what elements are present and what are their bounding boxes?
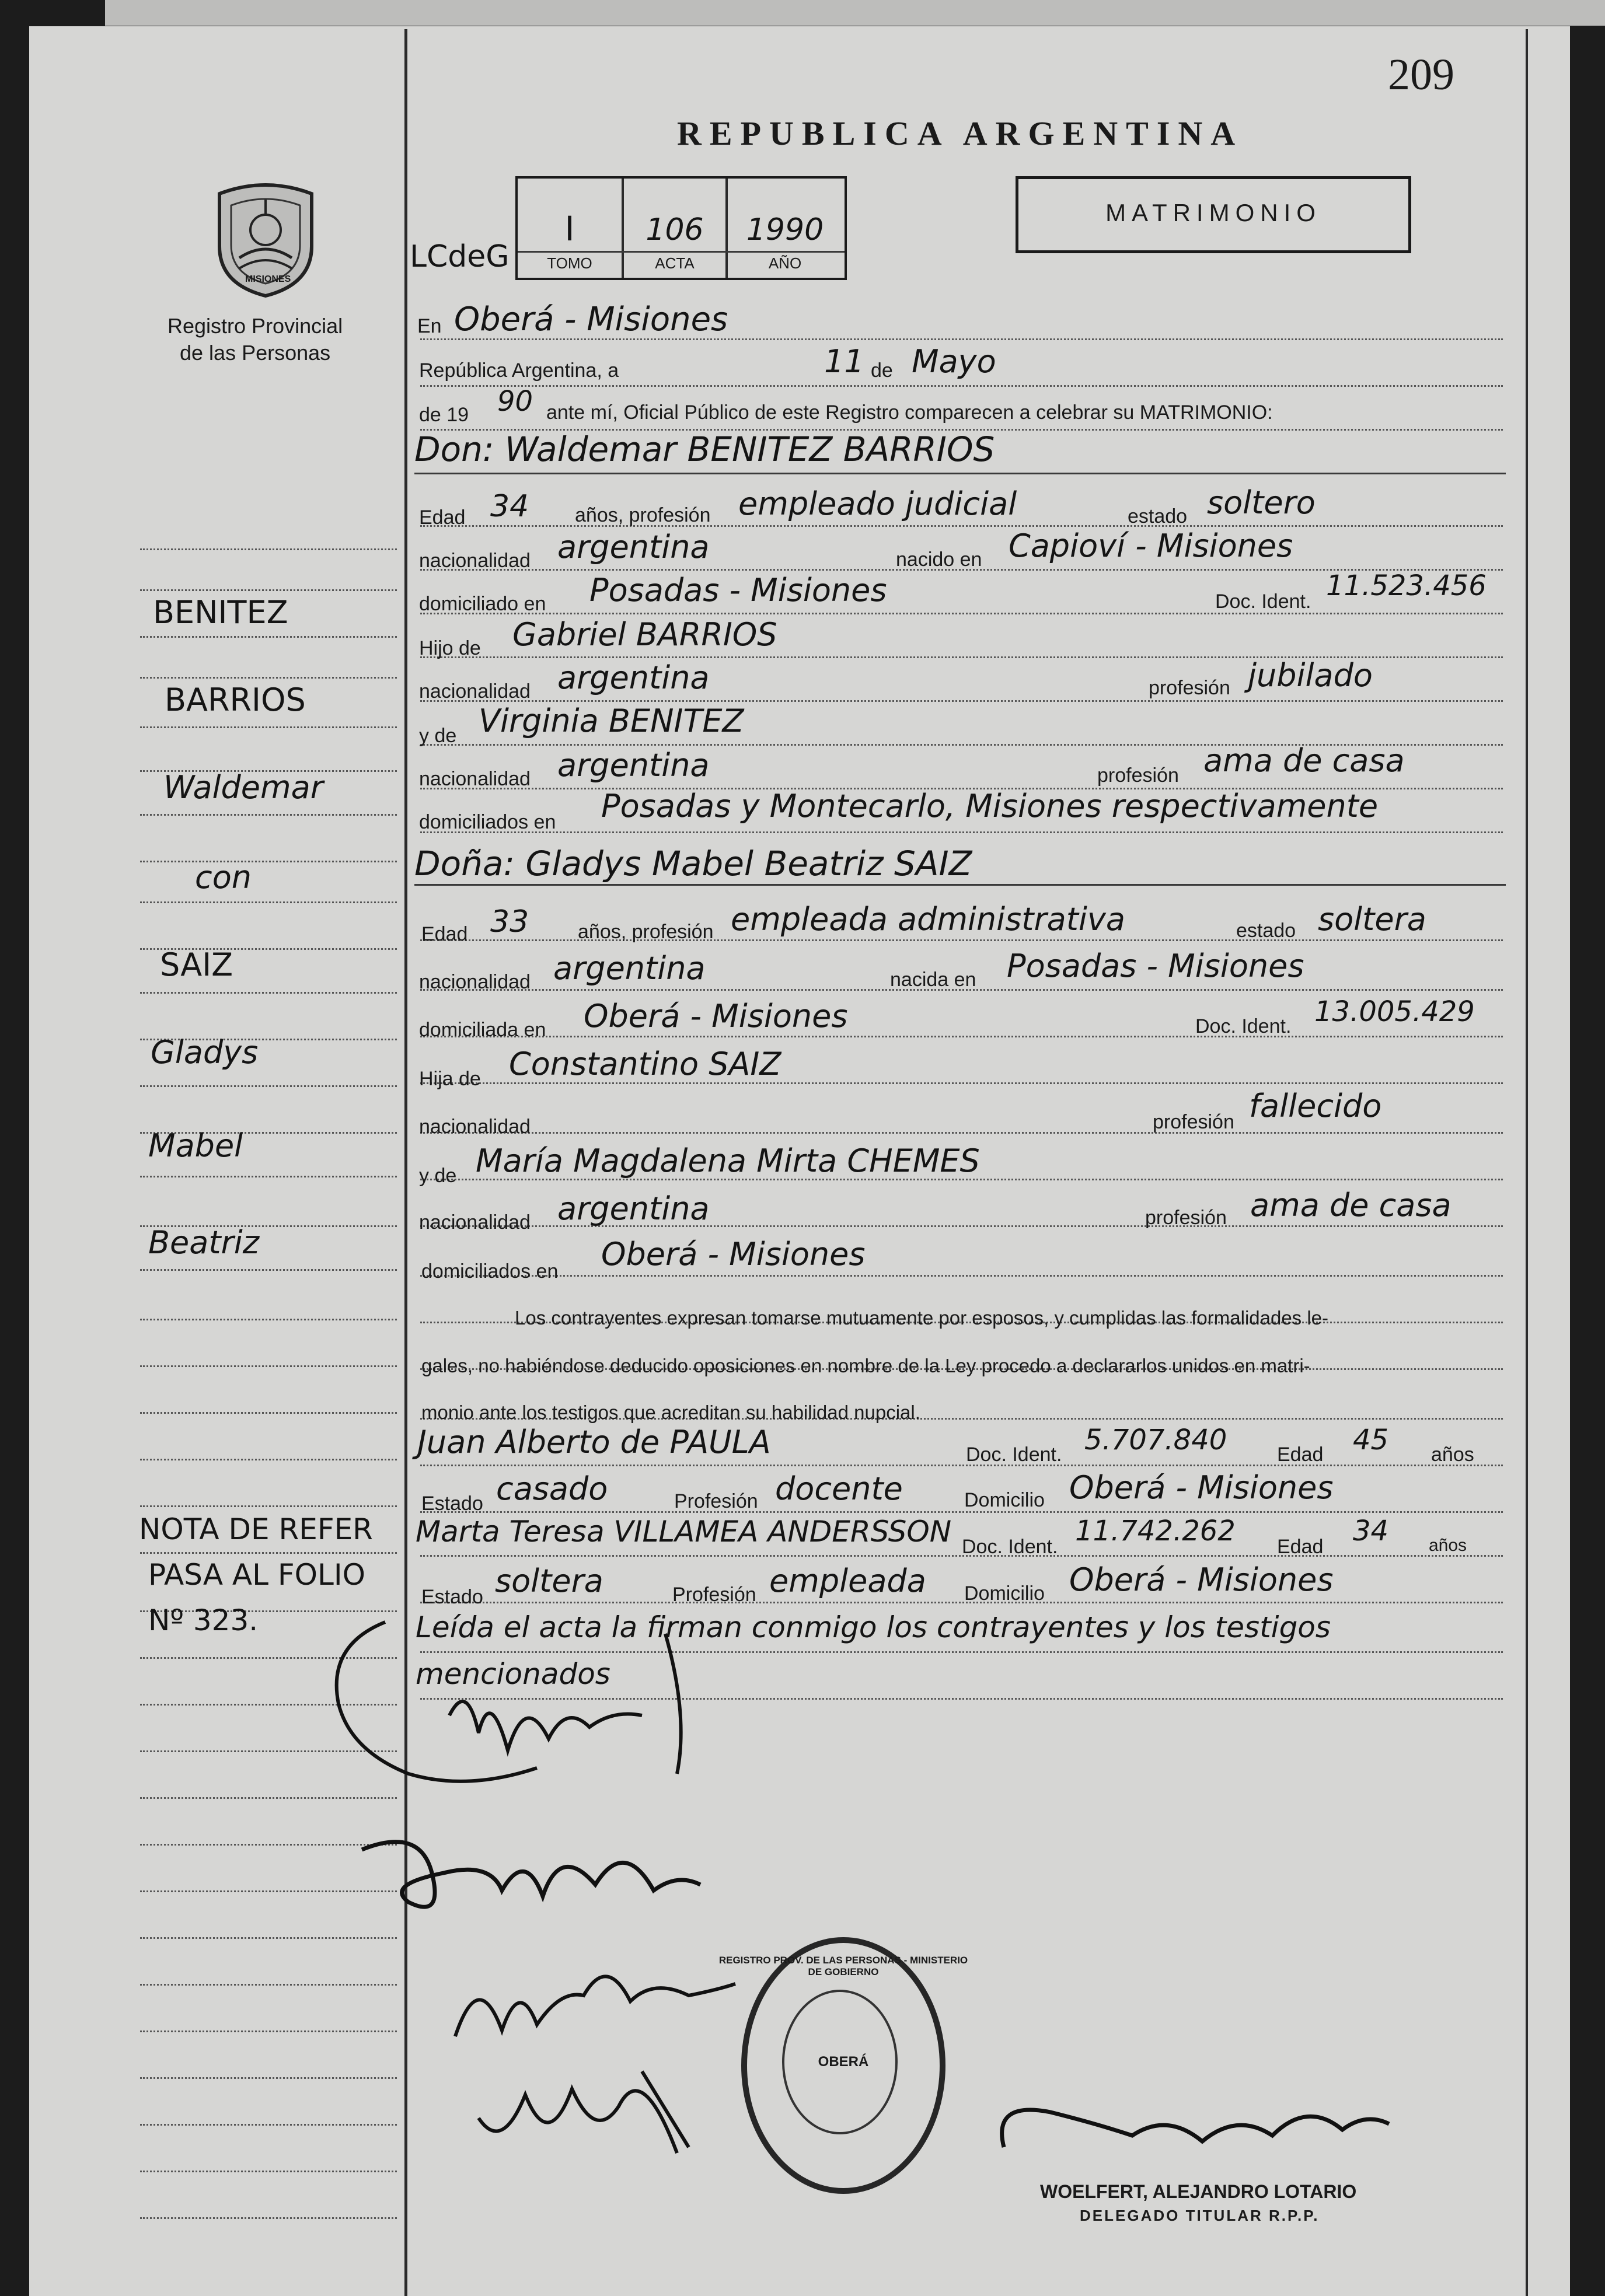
body-rule [420,1082,1503,1084]
hija-de-label: Hija de [419,1068,481,1090]
margin-rule [140,677,397,679]
margin-name-3: Waldemar [163,769,323,806]
box-rule [518,251,845,253]
bride-mother-nationality: argentina [557,1190,710,1227]
groom-mother: Virginia BENITEZ [479,703,744,739]
margin-rule [140,1085,397,1087]
seal-text: REGISTRO PROV. DE LAS PERSONAS - MINISTERIO DE GOBIERNO [718,1955,968,1977]
anos-profesion-label: años, profesión [575,504,711,526]
top-edge-strip [105,0,1605,26]
margin-name-5: SAIZ [160,946,233,983]
ano-value: 1990 [746,212,824,247]
groom-profession: empleado judicial [738,485,1017,522]
nacida-en-label: nacida en [890,969,976,991]
bride-name: Doña: Gladys Mabel Beatriz SAIZ [414,844,972,883]
body-rule [420,613,1503,614]
bride-doc: 13.005.429 [1314,995,1475,1028]
officer-name: WOELFERT, ALEJANDRO LOTARIO [1040,2181,1357,2202]
bride-signature [350,1815,724,1931]
profesion-label: Profesión [674,1490,758,1512]
acta-label: ACTA [655,254,695,272]
margin-rule [140,548,397,550]
bride-status: soltera [1318,901,1426,938]
domicilio-label: Domicilio [964,1582,1045,1605]
margin-name-2: BARRIOS [165,682,306,718]
estado-label: estado [1236,920,1296,942]
margin-rule [140,901,397,903]
book-code: LCdeG [410,239,510,274]
groom-signature [315,1599,735,1809]
margin-name-8: Beatriz [148,1224,260,1261]
tomo-value: I [564,209,575,249]
body-rule [414,473,1506,474]
day: 11 [824,343,864,380]
profesion-label: profesión [1097,764,1179,787]
domiciliados-en-label: domiciliados en [419,811,556,833]
margin-rule [140,2124,397,2126]
nacionalidad-label: nacionalidad [419,768,531,790]
witness2-age: 34 [1353,1515,1389,1547]
groom-nationality: argentina [557,529,710,565]
margin-note-line1: NOTA DE REFER [139,1512,373,1546]
margin-rule [140,814,397,816]
registry-name-line2: de las Personas [180,341,331,365]
acta-value: 106 [646,212,704,247]
body-rule [420,385,1503,387]
emblem-caption: MISIONES [245,274,291,284]
margin-rule [140,589,397,591]
profesion-label: profesión [1145,1207,1227,1229]
margin-rule [140,1984,397,1986]
act-type-label: MATRIMONIO [1105,199,1321,226]
edad-label: Edad [1277,1536,1324,1558]
witness2-doc: 11.742.262 [1075,1515,1236,1547]
anos-profesion-label: años, profesión [578,921,714,943]
bride-profession: empleada administrativa [731,901,1125,938]
profesion-label: profesión [1149,677,1230,699]
right-border [1526,29,1528,2296]
closing-line-1: Leída el acta la firman conmigo los contrayentes y los testigos [416,1610,1331,1644]
margin-rule [140,2217,397,2219]
y-de-label: y de [419,725,457,747]
officer-title: DELEGADO TITULAR R.P.P. [1080,2207,1320,2224]
body-rule [420,1036,1503,1037]
witness1-age: 45 [1353,1424,1389,1456]
groom-domicile: Posadas - Misiones [589,572,887,609]
body-rule [420,1511,1503,1513]
edad-label: Edad [421,923,468,945]
nacionalidad-label: nacionalidad [419,971,531,993]
margin-name-6: Gladys [151,1034,259,1071]
de-label: de [871,359,893,382]
groom-age: 34 [490,489,529,524]
groom-father-profession: jubilado [1248,657,1373,694]
margin-divider [404,29,407,2296]
margin-rule [140,992,397,994]
margin-rule [140,726,397,728]
body-rule [420,1465,1503,1466]
margin-name-4: con [195,859,252,896]
margin-rule [140,861,397,862]
bride-birthplace: Posadas - Misiones [1007,948,1304,984]
margin-rule [140,2171,397,2172]
edad-label: Edad [1277,1444,1324,1466]
bride-mother-profession: ama de casa [1250,1187,1452,1224]
estado-label: estado [1128,505,1188,527]
doc-ident-label: Doc. Ident. [1195,1015,1292,1037]
groom-mother-profession: ama de casa [1203,742,1405,779]
margin-rule [140,1412,397,1414]
legal-line-1: Los contrayentes expresan tomarse mutuamente por esposos, y cumplidas las formalidades le- [515,1307,1329,1329]
body-rule [420,831,1503,833]
en-label: En [417,315,442,337]
body-rule [420,1132,1503,1134]
anos-label: años [1431,1444,1474,1466]
record-reference-box [515,176,847,280]
witness2-name: Marta Teresa VILLAMEA ANDERSSON [416,1515,952,1549]
witness2-status: soltera [495,1563,603,1599]
witness1-domicile: Oberá - Misiones [1069,1469,1334,1506]
bride-father-profession: fallecido [1249,1088,1382,1124]
officer-signature [981,2077,1401,2171]
margin-rule [140,1552,397,1554]
legal-line-2: gales, no habiéndose deducido oposiciones en nombre de la Ley procedo a declararlos unidos en matri- [421,1355,1310,1376]
y-de-label: y de [419,1165,457,1187]
margin-rule [140,2031,397,2032]
edad-label: Edad [419,506,466,529]
witness1-status: casado [496,1470,608,1507]
nacionalidad-label: nacionalidad [419,1211,531,1233]
groom-father: Gabriel BARRIOS [512,616,777,653]
domiciliada-en-label: domiciliada en [419,1019,546,1041]
margin-rule [140,1319,397,1320]
doc-ident-label: Doc. Ident. [962,1536,1058,1558]
bride-mother: María Magdalena Mirta CHEMES [476,1142,980,1179]
place: Oberá - Misiones [454,300,728,338]
nacionalidad-label: nacionalidad [419,1116,531,1138]
registry-name-line1: Registro Provincial [168,314,343,338]
domiciliados-en-label: domiciliados en [421,1260,559,1282]
margin-name-1: BENITEZ [153,594,288,631]
groom-father-nationality: argentina [557,659,710,696]
profesion-label: profesión [1153,1111,1234,1133]
margin-note-line3: Nº 323. [148,1603,259,1637]
country-heading: REPUBLICA ARGENTINA [677,114,1244,152]
doc-ident-label: Doc. Ident. [1215,590,1311,613]
month: Mayo [912,343,996,380]
margin-rule [140,1176,397,1177]
hijo-de-label: Hijo de [419,637,481,659]
margin-rule [140,1365,397,1367]
margin-rule [140,636,397,638]
year-suffix: 90 [497,385,533,418]
closing-line-2: mencionados [416,1657,610,1691]
estado-label: Estado [421,1493,483,1515]
nacionalidad-label: nacionalidad [419,680,531,703]
official-seal [718,1937,968,2194]
bride-father: Constantino SAIZ [509,1046,781,1082]
body-rule [420,338,1503,340]
page-number: 209 [1388,50,1454,99]
tomo-label: TOMO [547,254,592,272]
nacido-en-label: nacido en [896,548,982,571]
bride-nationality: argentina [553,950,706,987]
margin-rule [140,2077,397,2079]
witness2-profession: empleada [769,1563,926,1599]
ano-label: AÑO [768,254,802,272]
witness2-signature [467,2036,700,2165]
seal-center: OBERÁ [818,2054,869,2070]
margin-rule [140,1269,397,1271]
bride-age: 33 [490,904,529,939]
body-rule [420,1275,1503,1277]
witness2-domicile: Oberá - Misiones [1069,1561,1334,1598]
domiciliado-en-label: domiciliado en [419,593,546,615]
margin-rule [140,1505,397,1507]
groom-birthplace: Capioví - Misiones [1009,527,1293,564]
legal-line-3: monio ante los testigos que acreditan su habilidad nupcial. [421,1402,920,1423]
witness1-doc: 5.707.840 [1084,1424,1227,1456]
estado-label: Estado [421,1586,483,1608]
act-type-box [1016,176,1411,253]
bride-domicile: Oberá - Misiones [584,998,848,1035]
groom-parents-domicile: Posadas y Montecarlo, Misiones respectivamente [601,788,1379,824]
anos-label: años [1429,1536,1467,1555]
doc-ident-label: Doc. Ident. [966,1444,1062,1466]
groom-doc: 11.523.456 [1326,569,1487,602]
witness1-name: Juan Alberto de PAULA [417,1424,771,1460]
body-rule [414,884,1506,886]
groom-status: soltero [1207,484,1316,521]
witness1-profession: docente [775,1470,903,1507]
groom-mother-nationality: argentina [557,747,710,784]
margin-name-7: Mabel [148,1127,243,1164]
nacionalidad-label: nacionalidad [419,550,531,572]
margin-note-line2: PASA AL FOLIO [148,1558,365,1592]
republica-label: República Argentina, a [419,359,619,382]
margin-rule [140,1459,397,1460]
profesion-label: Profesión [672,1584,756,1606]
body-rule [420,700,1503,702]
margin-rule [140,1937,397,1939]
year-prefix: de 19 [419,404,469,426]
groom-name: Don: Waldemar BENITEZ BARRIOS [414,429,995,469]
bride-parents-domicile: Oberá - Misiones [601,1236,866,1273]
domicilio-label: Domicilio [964,1489,1045,1511]
intro-text: ante mí, Oficial Público de este Registro comparecen a celebrar su MATRIMONIO: [546,401,1273,424]
